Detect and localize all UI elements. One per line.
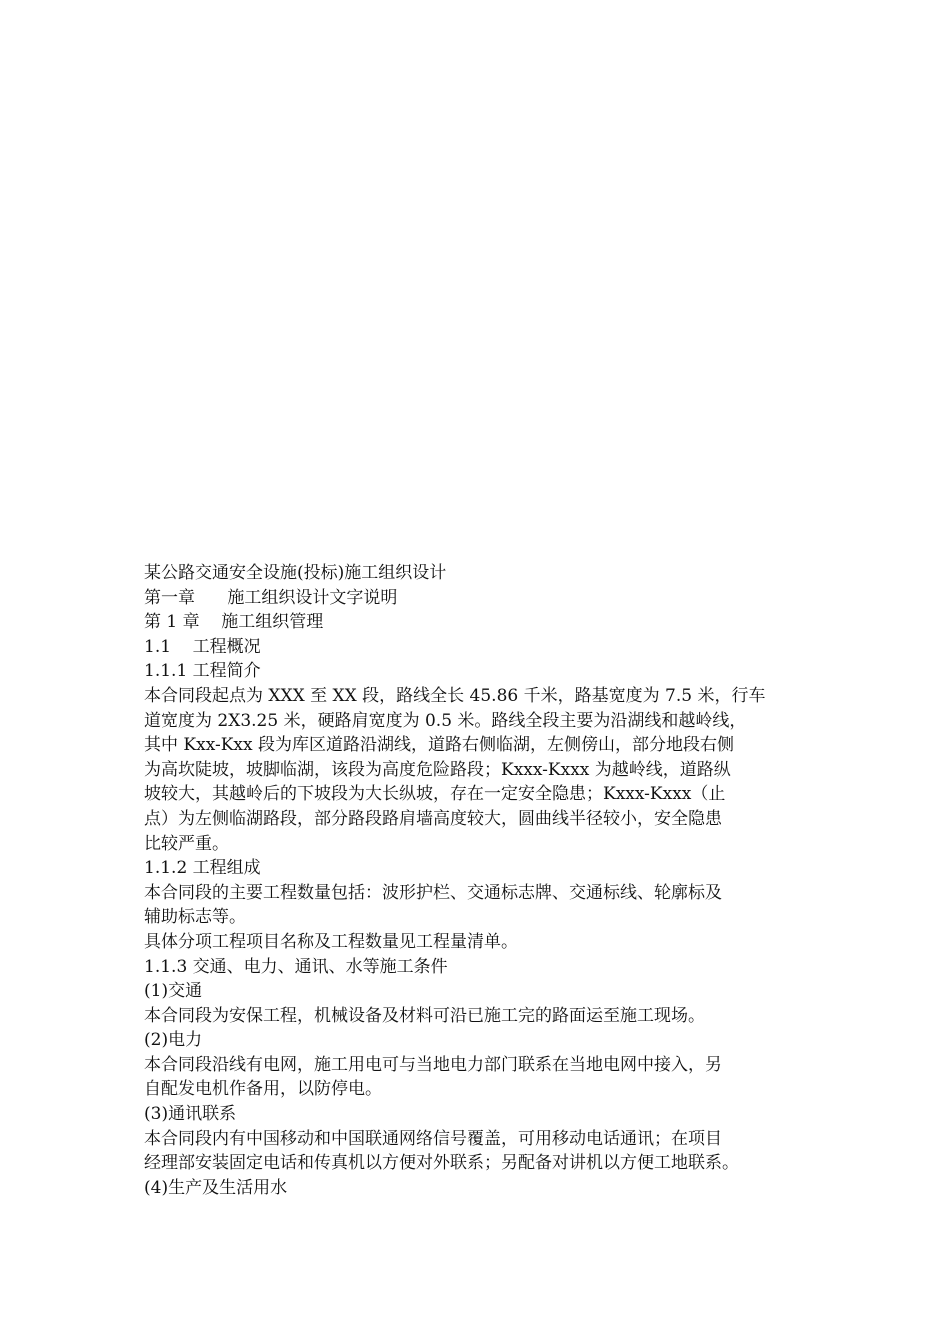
paragraph-line: 道宽度为 2X3.25 米，硬路肩宽度为 0.5 米。路线全段主要为沿湖线和越岭线， [144, 710, 747, 731]
paragraph-line: 本合同段内有中国移动和中国联通网络信号覆盖，可用移动电话通讯；在项目 [144, 1128, 722, 1149]
paragraph-line: 自配发电机作备用，以防停电。 [144, 1079, 382, 1100]
paragraph-line: 本合同段沿线有电网，施工用电可与当地电力部门联系在当地电网中接入，另 [144, 1054, 722, 1075]
paragraph-line: 比较严重。 [144, 833, 229, 854]
paragraph-line: 为高坎陡坡，坡脚临湖，该段为高度危险路段；Kxxx-Kxxx 为越岭线，道路纵 [144, 759, 731, 780]
section-1-1-2-heading: 1.1.2 工程组成 [144, 858, 261, 879]
paragraph-line: 具体分项工程项目名称及工程数量见工程量清单。 [144, 931, 518, 952]
section-1-1-3-heading: 1.1.3 交通、电力、通讯、水等施工条件 [144, 956, 448, 977]
chapter-1-heading: 第 1 章 施工组织管理 [144, 612, 324, 633]
paragraph-line: 坡较大，其越岭后的下坡段为大长纵坡，存在一定安全隐患；Kxxx-Kxxx（止 [144, 784, 726, 805]
chapter-heading: 第一章 施工组织设计文字说明 [144, 587, 398, 608]
section-1-1-heading: 1.1 工程概况 [144, 636, 261, 657]
paragraph-line: 点）为左侧临湖路段，部分路段路肩墙高度较大，圆曲线半径较小，安全隐患 [144, 808, 722, 829]
paragraph-line: 本合同段起点为 XXX 至 XX 段，路线全长 45.86 千米，路基宽度为 7.5 米，行车 [144, 685, 766, 706]
document-body [144, 561, 814, 1200]
section-1-1-1-heading: 1.1.1 工程简介 [144, 661, 261, 682]
document-title: 某公路交通安全设施(投标)施工组织设计 [144, 563, 447, 583]
subheading-water: (4)生产及生活用水 [144, 1177, 288, 1198]
subheading-power: (2)电力 [144, 1030, 203, 1051]
paragraph-line: 本合同段为安保工程，机械设备及材料可沿已施工完的路面运至施工现场。 [144, 1005, 705, 1026]
paragraph-line: 辅助标志等。 [144, 907, 246, 928]
subheading-communication: (3)通讯联系 [144, 1104, 237, 1125]
paragraph-line: 其中 Kxx-Kxx 段为库区道路沿湖线，道路右侧临湖，左侧傍山，部分地段右侧 [144, 735, 735, 756]
paragraph-line: 经理部安装固定电话和传真机以方便对外联系；另配备对讲机以方便工地联系。 [144, 1153, 739, 1174]
paragraph-line: 本合同段的主要工程数量包括：波形护栏、交通标志牌、交通标线、轮廓标及 [144, 882, 722, 903]
subheading-traffic: (1)交通 [144, 981, 203, 1002]
